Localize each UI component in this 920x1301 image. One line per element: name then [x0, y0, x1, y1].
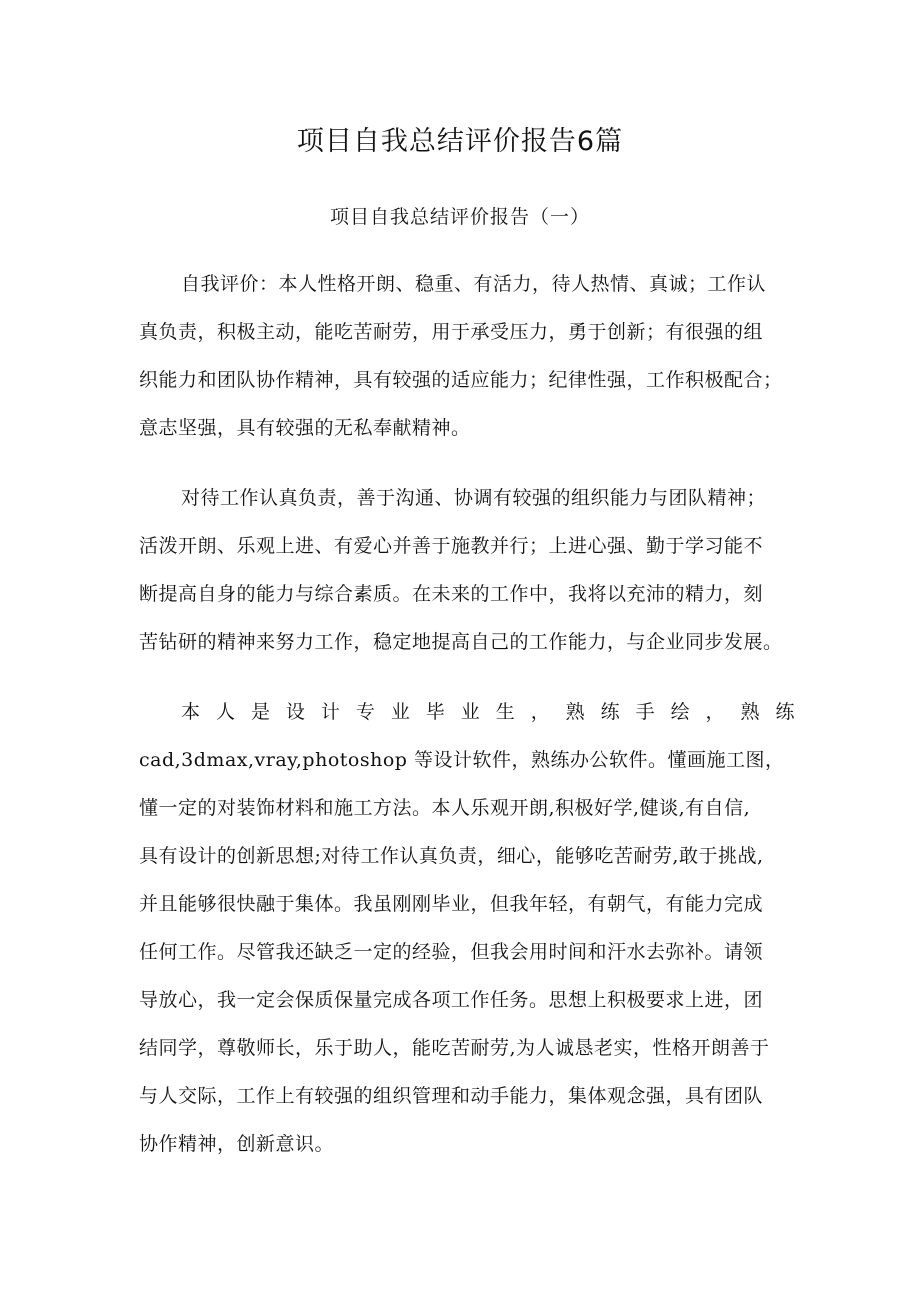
paragraph-line: 协作精神，创新意识。 — [139, 1133, 335, 1155]
word: 业 — [390, 701, 411, 723]
paragraph-line: 织能力和团队协作精神，具有较强的适应能力；纪律性强，工作积极配合； — [139, 369, 783, 391]
word: 业 — [460, 701, 481, 723]
word: 生 — [495, 701, 516, 723]
word: 专 — [355, 701, 376, 723]
word: 是 — [250, 701, 271, 723]
paragraph-line: 自我评价：本人性格开朗、稳重、有活力，待人热情、真诚；工作认 — [181, 273, 767, 295]
paragraph-line: 任何工作。尽管我还缺乏一定的经验，但我会用时间和汗水去弥补。请领 — [139, 941, 764, 963]
section-subtitle: 项目自我总结评价报告（一） — [329, 206, 590, 228]
word: ， — [530, 701, 551, 723]
paragraph-line: 断提高自身的能力与综合素质。在未来的工作中，我将以充沛的精力，刻 — [139, 583, 764, 605]
paragraph-line: cad,3dmax,vray,photoshop 等设计软件，熟练办公软件。懂画施工图， — [139, 749, 785, 771]
word: ， — [705, 701, 726, 723]
word: 绘 — [670, 701, 691, 723]
paragraph-line: 导放心，我一定会保质保量完成各项工作任务。思想上积极要求上进，团 — [139, 989, 764, 1011]
paragraph-1 — [139, 260, 795, 452]
word: 手 — [635, 701, 656, 723]
document-title: 项目自我总结评价报告6篇 — [296, 126, 624, 157]
paragraph-line: 并且能够很快融于集体。我虽刚刚毕业，但我年轻，有朝气，有能力完成 — [139, 893, 764, 915]
paragraph-line: 苦钻研的精神来努力工作，稳定地提高自己的工作能力，与企业同步发展。 — [139, 631, 783, 653]
word: 人 — [215, 701, 236, 723]
paragraph-justified-line — [139, 688, 795, 736]
paragraph-line: 意志坚强，具有较强的无私奉献精神。 — [139, 417, 471, 439]
word: 熟 — [740, 701, 761, 723]
word: 计 — [320, 701, 341, 723]
paragraph-line: 真负责，积极主动，能吃苦耐劳，用于承受压力，勇于创新；有很强的组 — [139, 321, 764, 343]
paragraph-line: 与人交际，工作上有较强的组织管理和动手能力，集体观念强，具有团队 — [139, 1085, 764, 1107]
paragraph-line: 活泼开朗、乐观上进、有爱心并善于施教并行；上进心强、勤于学习能不 — [139, 535, 764, 557]
paragraph-2 — [139, 474, 795, 666]
paragraph-line: 具有设计的创新思想;对待工作认真负责，细心，能够吃苦耐劳,敢于挑战, — [139, 845, 764, 867]
word: 本 — [181, 701, 201, 723]
paragraph-line: 懂一定的对装饰材料和施工方法。本人乐观开朗,积极好学,健谈,有自信, — [139, 797, 751, 819]
paragraph-3 — [139, 688, 795, 1168]
word: 练 — [775, 701, 795, 723]
word: 练 — [600, 701, 621, 723]
word: 熟 — [565, 701, 586, 723]
word: 设 — [285, 701, 306, 723]
paragraph-line: 结同学，尊敬师长，乐于助人，能吃苦耐劳,为人诚恳老实，性格开朗善于 — [139, 1037, 770, 1059]
word: 毕 — [425, 701, 446, 723]
paragraph-line: 对待工作认真负责，善于沟通、协调有较强的组织能力与团队精神； — [181, 487, 767, 509]
